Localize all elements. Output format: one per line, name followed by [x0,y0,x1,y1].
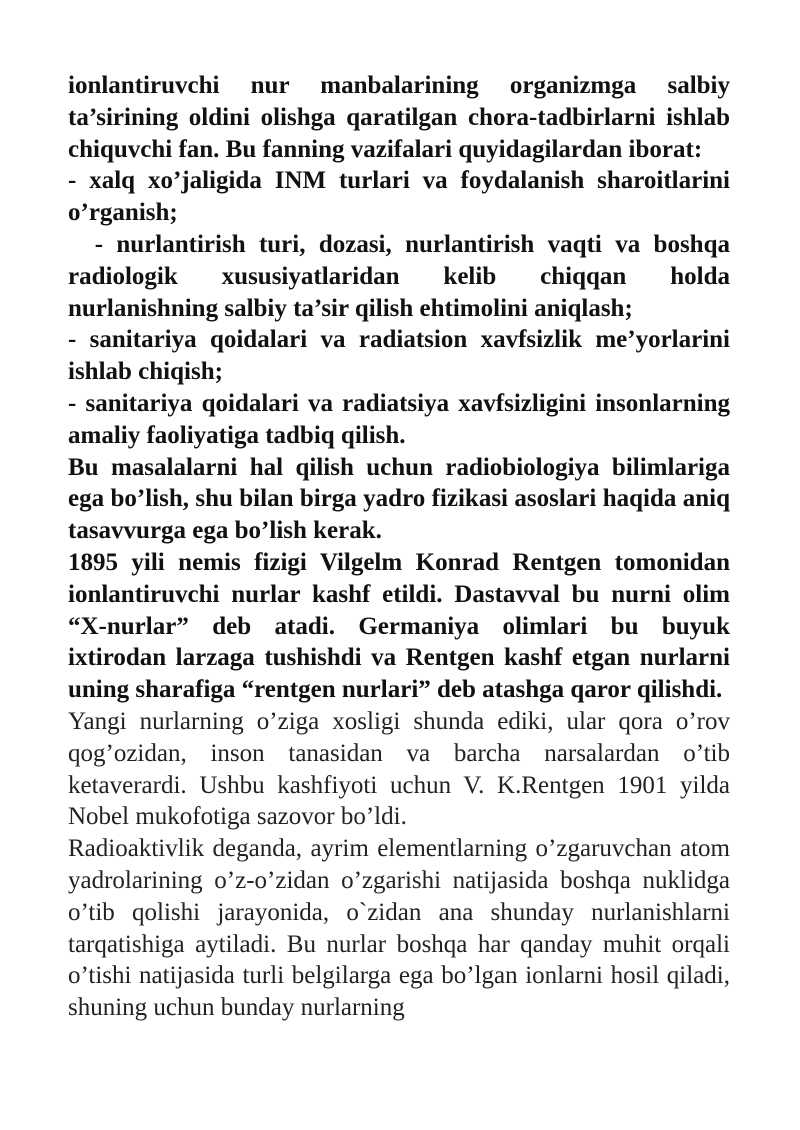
paragraph-radioactivity: Radioaktivlik deganda, ayrim elementlarning o’zgaruvchan atom yadrolarining o’z-o’zidan o’zgarishi natijasida boshqa nuklidga o’tib qolishi jarayonida, o`zidan ana shunday nurlanishlarni tarqatishiga aytiladi. Bu nurlar boshqa har qanday muhit orqali o’tishi natijasida turli belgilarga ega bo’lgan ionlarni hosil qiladi, shuning uchun bunday nurlarning [68,835,730,1022]
list-item-1: - xalq xo’jaligida INM turlari va foydalanish sharoitlarini o’rganish; [68,167,730,227]
list-item-4: - sanitariya qoidalari va radiatsiya xavfsizligini insonlarning amaliy faoliyatiga tadbiq qilish. [68,389,730,449]
paragraph-intro: ionlantiruvchi nur manbalarining organizmga salbiy ta’sirining oldini olishga qaratilgan chora-tadbirlarni ishlab chiquvchi fan. Bu fanning vazifalari quyidagilardan iborat: [68,72,730,163]
paragraph-rentgen-history: 1895 yili nemis fizigi Vilgelm Konrad Rentgen tomonidan ionlantiruvchi nurlar kashf etildi. Dastavval bu nurni olim “X-nurlar” deb atadi. Germaniya olimlari bu buyuk ixtirodan larzaga tushishdi va Rentgen kashf etgan nurlarni uning sharafiga “rentgen nurlari” deb atashga qaror qilishdi. [68,548,730,704]
paragraph-new-rays: Yangi nurlarning o’ziga xosligi shunda ediki, ular qora o’rov qog’ozidan, inson tanasidan va barcha narsalardan o’tib ketaverardi. Ushbu kashfiyoti uchun V. K.Rentgen 1901 yilda Nobel mukofotiga sazovor bo’ldi. [68,707,730,831]
list-item-2: - nurlantirish turi, dozasi, nurlantirish vaqti va boshqa radiologik xususiyatlaridan kelib chiqqan holda nurlanishning salbiy ta’sir qilish ehtimolini aniqlash; [68,230,737,322]
list-item-3: - sanitariya qoidalari va radiatsion xavfsizlik me’yorlarini ishlab chiqish; [68,326,730,386]
paragraph-knowledge: Bu masalalarni hal qilish uchun radiobiologiya bilimlariga ega bo’lish, shu bilan birga yadro fizikasi asoslari haqida aniq tasavvurga ega bo’lish kerak. [68,453,730,545]
document-page [68,70,737,1024]
